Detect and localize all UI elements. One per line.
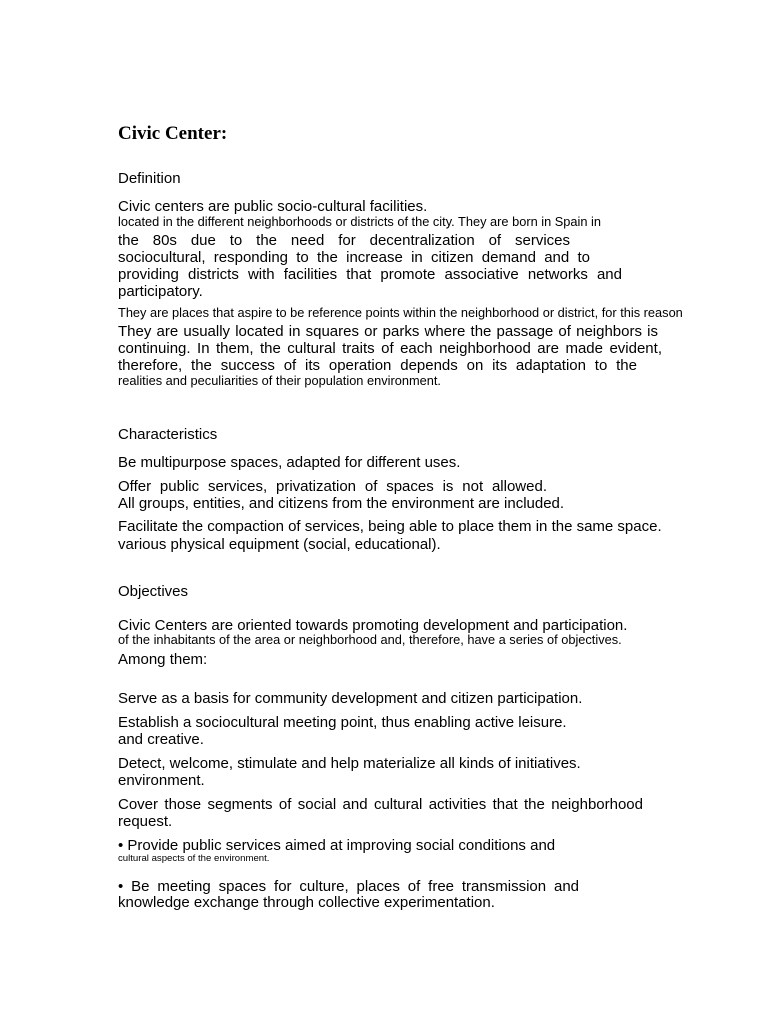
paragraph-line: They are usually located in squares or parks where the passage of neighbors is: [118, 323, 658, 340]
paragraph-line: participatory.: [118, 283, 203, 300]
list-item: knowledge exchange through collective experimentation.: [118, 894, 495, 911]
list-item: All groups, entities, and citizens from the environment are included.: [118, 495, 565, 512]
paragraph-line: Civic centers are public socio-cultural facilities.: [118, 198, 428, 215]
paragraph-line: therefore, the success of its operation depends on its adaptation to the: [118, 357, 637, 374]
list-item: environment.: [118, 772, 205, 789]
list-item: Cover those segments of social and cultural activities that the neighborhood: [118, 796, 643, 813]
list-item: Be multipurpose spaces, adapted for different uses.: [118, 454, 461, 471]
paragraph-line: providing districts with facilities that promote associative networks and: [118, 266, 622, 283]
paragraph-line: Among them:: [118, 651, 208, 668]
list-item: and creative.: [118, 731, 204, 748]
list-item: request.: [118, 813, 173, 830]
list-item: Facilitate the compaction of services, being able to place them in the same space.: [118, 518, 662, 535]
paragraph-line: the 80s due to the need for decentralization of services: [118, 232, 570, 249]
section-heading-definition: Definition: [118, 170, 181, 187]
list-item: • Be meeting spaces for culture, places of free transmission and: [118, 878, 579, 895]
list-item: Serve as a basis for community development and citizen participation.: [118, 690, 583, 707]
paragraph-line: They are places that aspire to be reference points within the neighborhood or district, for this reason: [118, 305, 683, 320]
paragraph-line: continuing. In them, the cultural traits of each neighborhood are made evident,: [118, 340, 662, 357]
paragraph-line: sociocultural, responding to the increase in citizen demand and to: [118, 249, 590, 266]
list-item: Offer public services, privatization of spaces is not allowed.: [118, 478, 547, 495]
list-item: Detect, welcome, stimulate and help materialize all kinds of initiatives.: [118, 755, 581, 772]
list-item: Establish a sociocultural meeting point, thus enabling active leisure.: [118, 714, 567, 731]
paragraph-line: Civic Centers are oriented towards promoting development and participation.: [118, 617, 628, 634]
list-item: various physical equipment (social, educational).: [118, 536, 441, 553]
page-title: Civic Center:: [118, 123, 228, 144]
paragraph-line: located in the different neighborhoods or districts of the city. They are born in Spain in: [118, 214, 602, 229]
section-heading-characteristics: Characteristics: [118, 426, 218, 443]
list-item: • Provide public services aimed at improving social conditions and: [118, 837, 556, 854]
list-item: cultural aspects of the environment.: [118, 853, 270, 864]
paragraph-line: of the inhabitants of the area or neighborhood and, therefore, have a series of objectives.: [118, 632, 622, 647]
paragraph-line: realities and peculiarities of their population environment.: [118, 373, 441, 388]
section-heading-objectives: Objectives: [118, 583, 189, 600]
